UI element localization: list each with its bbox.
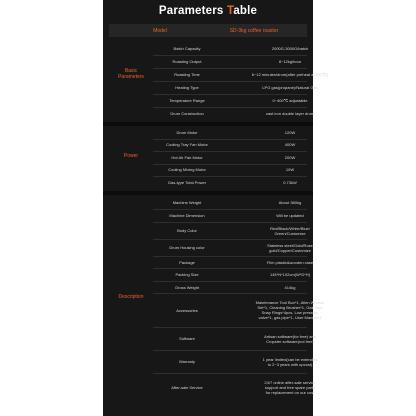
section-basic-parameters: [109, 42, 329, 120]
table-row: Packing Size 145*N*102cm(W*D*H): [153, 268, 307, 282]
title-accent-letter: T: [226, 5, 234, 17]
table-row: Heating Type LPG gas(propane)/Natural Gas: [153, 81, 307, 95]
header-model-value: SD-3kg coffee roaster: [229, 27, 279, 34]
table-row: Machine Weight About 380kg: [153, 196, 307, 210]
table-row: Batch Capacity 2000G-3000G/batch: [153, 42, 307, 56]
table-row: Hot Air Fan Motor 200W: [153, 151, 307, 165]
table-row: Warranty 1 year limited(can be extended to 2~3 years with upcost): [153, 350, 307, 374]
table-row: Gas-type Total Power 0.73kW: [167, 179, 297, 185]
parameters-sheet: [103, 0, 329, 416]
table-row: Drum Motor 120W: [153, 126, 307, 140]
header-model-label: Model: [153, 27, 167, 34]
table-row: Package Film plastic&wooden case: [153, 256, 307, 269]
table-row: Cooling Tray Fan Motor 400W: [153, 139, 307, 153]
table-row: Drum Construction cast iron double layer drum: [170, 111, 315, 116]
table-row: After-sale Service 24/7 online after-sale service support and free spare parts for replacement on our cost: [171, 380, 316, 395]
table-row: Temperature Range 0~400℃ adjustable: [153, 94, 307, 108]
table-row: Drum Housing color Stainless steel/Gold/Rose gold/Copper/Customize: [153, 239, 307, 257]
table-row: Software Artisan software(for free) and Cropster software(not free): [153, 327, 307, 351]
section-divider: [103, 191, 313, 195]
table-row: Body Color Red/Black/White/Blue/ Green/Customize: [153, 222, 307, 240]
table-row: Cooling Mixing Motor 10W: [153, 164, 307, 178]
table-row: Gross Weight 414kg: [153, 281, 307, 294]
table-row: Roasting Output 8~12kg/hour: [153, 55, 307, 69]
table-row: Accessories Maintenance Tool Box*1, Allen Wrench Set*1, Cleaning Brusher*1, Gas Pipe Snap Rings*4pcs, Low pressure valve*1, gas pipe*1, User Manual*1: [153, 293, 307, 328]
table-row: Machine Dimension Will be updated: [153, 209, 307, 223]
section-description: [109, 196, 325, 402]
table-header: [109, 24, 307, 37]
category-label: Power: [123, 153, 139, 159]
section-power: [109, 126, 307, 188]
table-row: Roasting Time 6~12 minutes/drum(after preheat at 200℃): [153, 68, 307, 82]
category-label: Basic Parameters: [118, 68, 144, 80]
page-title: Parameters Table: [158, 5, 258, 17]
category-label: Description: [118, 294, 144, 300]
